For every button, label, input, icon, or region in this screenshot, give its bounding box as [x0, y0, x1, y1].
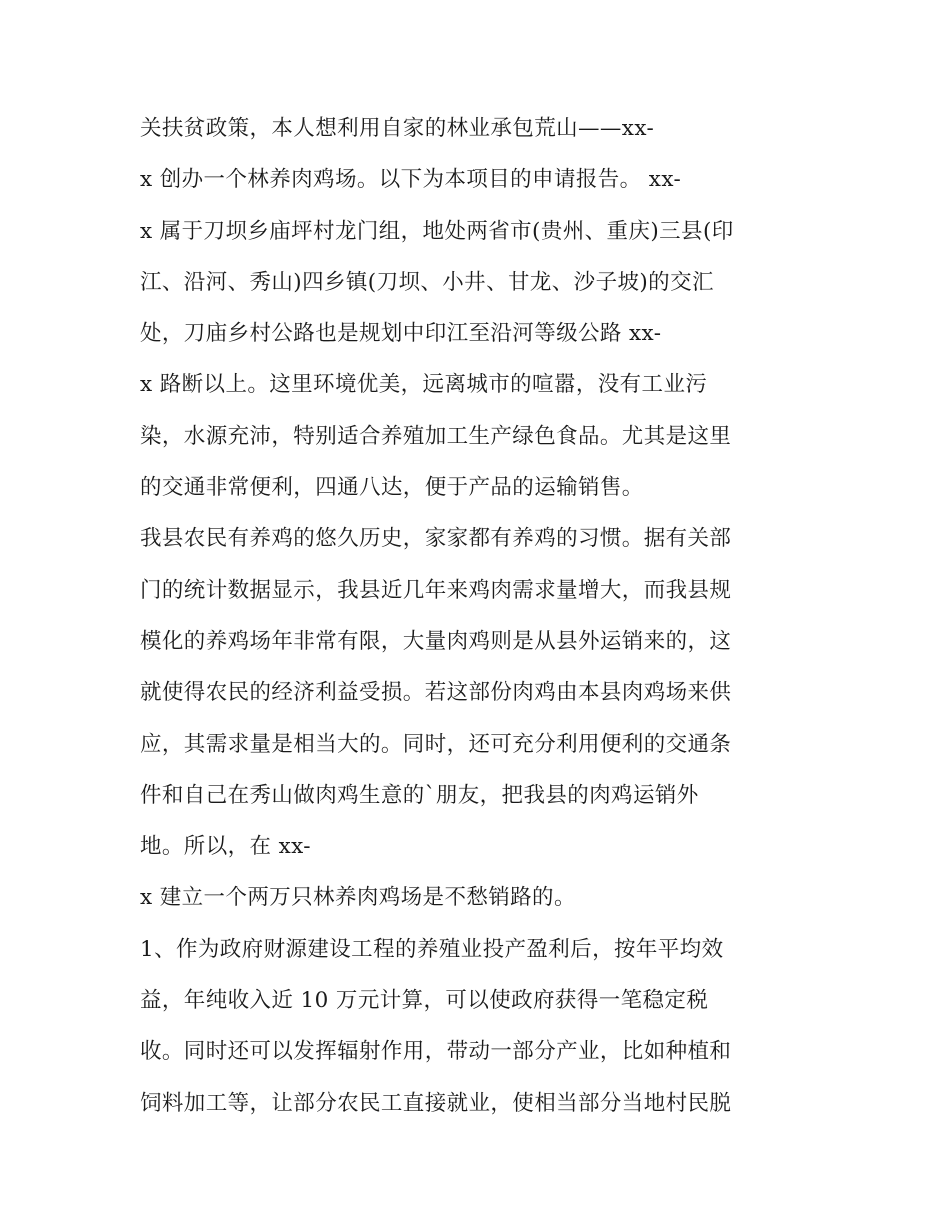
text-line: 我县农民有养鸡的悠久历史，家家都有养鸡的习惯。据有关部 — [140, 526, 732, 552]
text-line: 应，其需求量是相当大的。同时，还可充分利用便利的交通条 — [140, 731, 732, 757]
text-line: 门的统计数据显示，我县近几年来鸡肉需求量增大，而我县规 — [140, 577, 732, 603]
text-line: x 路断以上。这里环境优美，远离城市的喧嚣，没有工业污 — [140, 372, 708, 398]
text-line: x 建立一个两万只林养肉鸡场是不愁销路的。 — [140, 885, 576, 911]
text-line: 收。同时还可以发挥辐射作用，带动一部分产业，比如种植和 — [140, 1039, 732, 1065]
text-line: 就使得农民的经济利益受损。若这部份肉鸡由本县肉鸡场来供 — [140, 680, 732, 706]
text-line: 染，水源充沛，特别适合养殖加工生产绿色食品。尤其是这里 — [140, 423, 732, 449]
text-line: 益，年纯收入近 10 万元计算，可以使政府获得一笔稳定税 — [140, 988, 709, 1014]
text-line: 饲料加工等，让部分农民工直接就业，使相当部分当地村民脱 — [140, 1090, 732, 1116]
text-line: 地。所以，在 xx- — [140, 834, 311, 860]
text-line: x 属于刀坝乡庙坪村龙门组，地处两省市(贵州、重庆)三县(印 — [140, 218, 734, 244]
text-line: x 创办一个林养肉鸡场。以下为本项目的申请报告。 xx- — [140, 167, 682, 193]
text-line: 的交通非常便利，四通八达，便于产品的运输销售。 — [140, 475, 644, 501]
text-line: 关扶贫政策，本人想利用自家的林业承包荒山——xx- — [140, 116, 655, 141]
body-text — [140, 107, 820, 1133]
text-line: 件和自己在秀山做肉鸡生意的`朋友，把我县的肉鸡运销外 — [140, 782, 699, 808]
text-line: 模化的养鸡场年非常有限，大量肉鸡则是从县外运销来的，这 — [140, 628, 732, 654]
text-line: 江、沿河、秀山)四乡镇(刀坝、小井、甘龙、沙子坡)的交汇 — [140, 269, 714, 295]
text-line: 处，刀庙乡村公路也是规划中印江至沿河等级公路 xx- — [140, 321, 662, 347]
text-line: 1、作为政府财源建设工程的养殖业投产盈利后，按年平均效 — [140, 936, 724, 962]
